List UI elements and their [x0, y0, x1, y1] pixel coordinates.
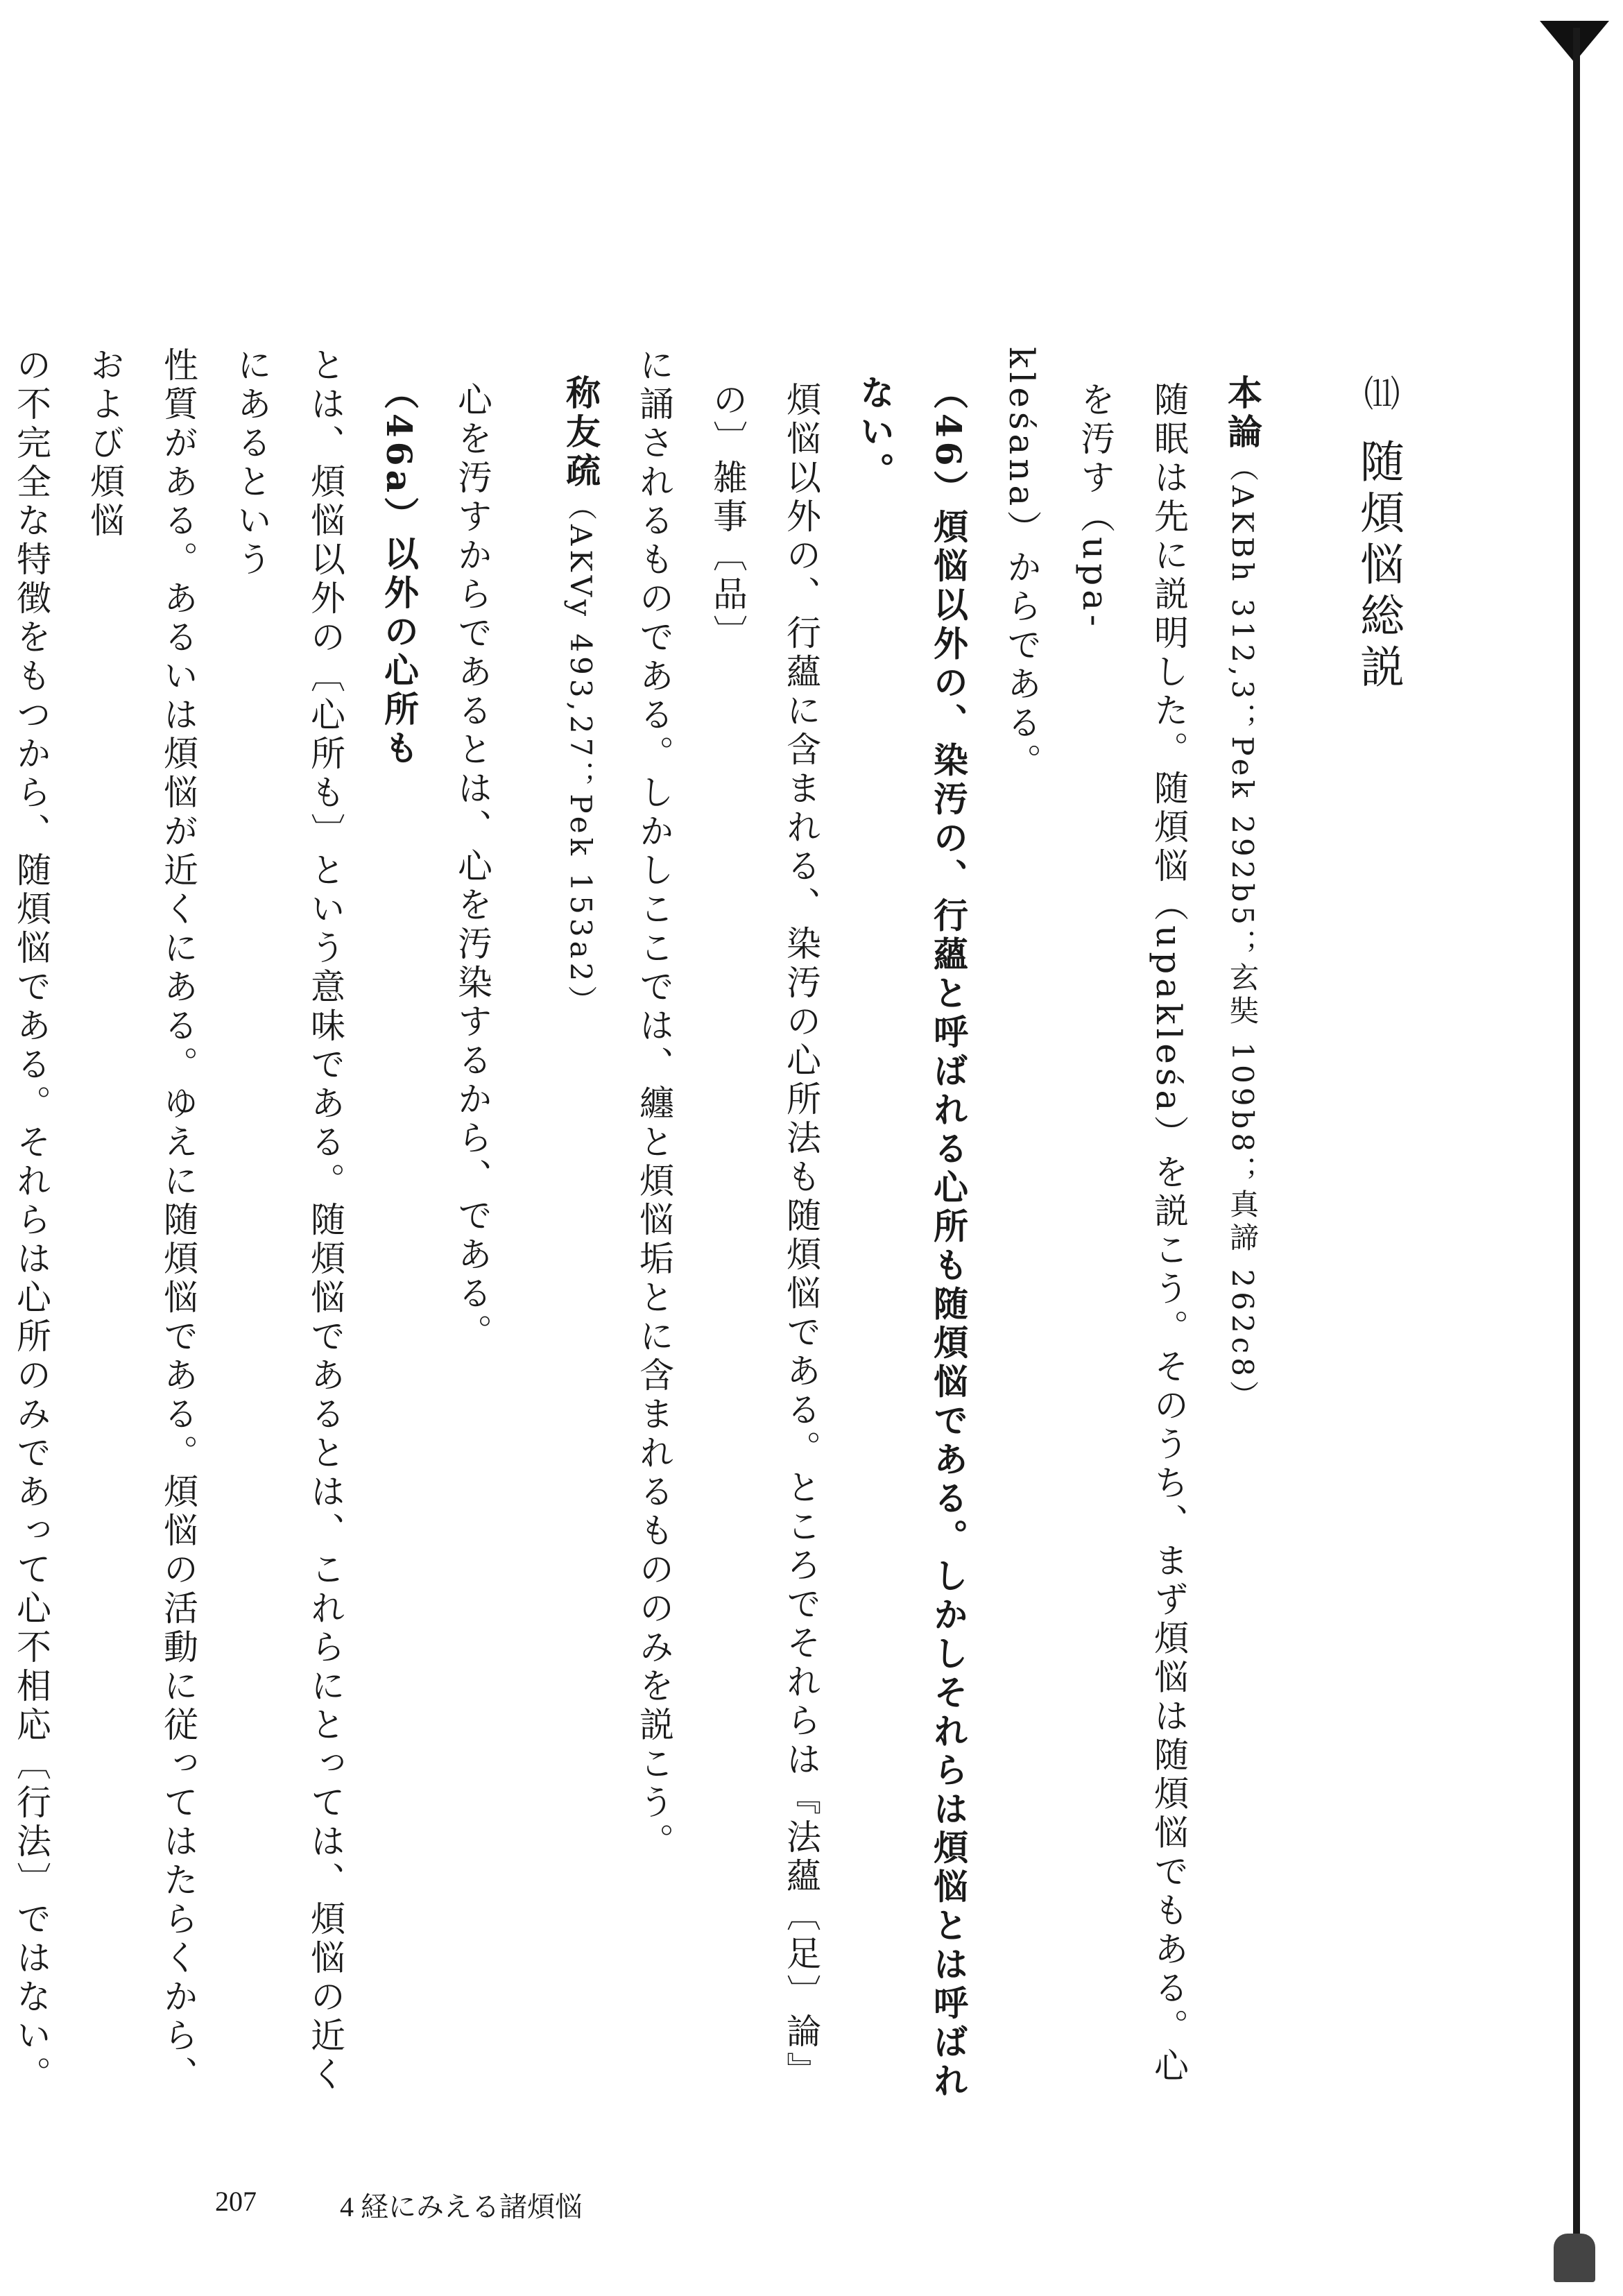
honron-para-1b: kleśana）からである。: [1002, 347, 1042, 782]
para2-line1: 煩悩以外の、行蘊に含まれる、染汚の心所法も随煩悩である。ところでそれらは『法蘊〔足〕論』の〕雑事〔品〕: [707, 382, 821, 2091]
para3-line1: とは、煩悩以外の〔心所も〕という意味である。随煩悩であるとは、これらにとっては、煩悩の近くにあるという: [232, 347, 345, 2095]
binding-bottom-mark: [1554, 2234, 1595, 2282]
chapter-title: 4 経にみえる諸煩悩: [340, 2191, 583, 2222]
honron-para-1: 随眠は先に説明した。随煩悩（upakleśa）を説こう。そのうち、まず煩悩は随煩悩でもある。心を汚す（upa-: [1075, 382, 1189, 2087]
binding-edge: [1568, 0, 1623, 2296]
shoyu-label: 称友疏: [560, 375, 601, 491]
verse-46: （46）煩悩以外の、染汚の、行蘊と呼ばれる心所も随煩悩である。しかしそれらは煩悩とは呼ばれない。: [855, 375, 969, 2102]
shoyu-text: 心を汚すからであるとは、心を汚染するから、である。: [452, 382, 492, 1353]
para2-line2: に誦されるものである。しかしここでは、纏と煩悩垢とに含まれるもののみを説こう。: [634, 347, 674, 1862]
shoyu-heading: [544, 347, 617, 2123]
page-number: 207: [215, 2186, 257, 2217]
verse-46a: （46a）以外の心所も: [379, 375, 420, 769]
honron-label: 本論: [1222, 375, 1263, 452]
honron-heading: [1205, 347, 1279, 2123]
honron-ref: （AKBh 312,3；Pek 292b5；玄奘 109b8；真諦 262c8）: [1226, 452, 1260, 1414]
shoyu-ref: （AKVy 493,27；Pek 153a2）: [564, 491, 598, 1019]
section-title-text: 随煩悩総説: [1352, 438, 1404, 696]
para3-line2: 性質がある。あるいは煩悩が近くにある。ゆえに随煩悩である。煩悩の活動に従ってはたらくから、および煩悩: [85, 347, 198, 2095]
section-number: ⑾: [1357, 375, 1399, 418]
binding-line: [1573, 28, 1580, 2282]
para3-line3: の不完全な特徴をもつから、随煩悩である。それらは心所のみであって心不相応〔行法〕ではない。: [11, 347, 51, 2095]
page-footer: [215, 2185, 583, 2225]
section-title: [1341, 347, 1415, 2123]
main-text: [11, 347, 1415, 2123]
